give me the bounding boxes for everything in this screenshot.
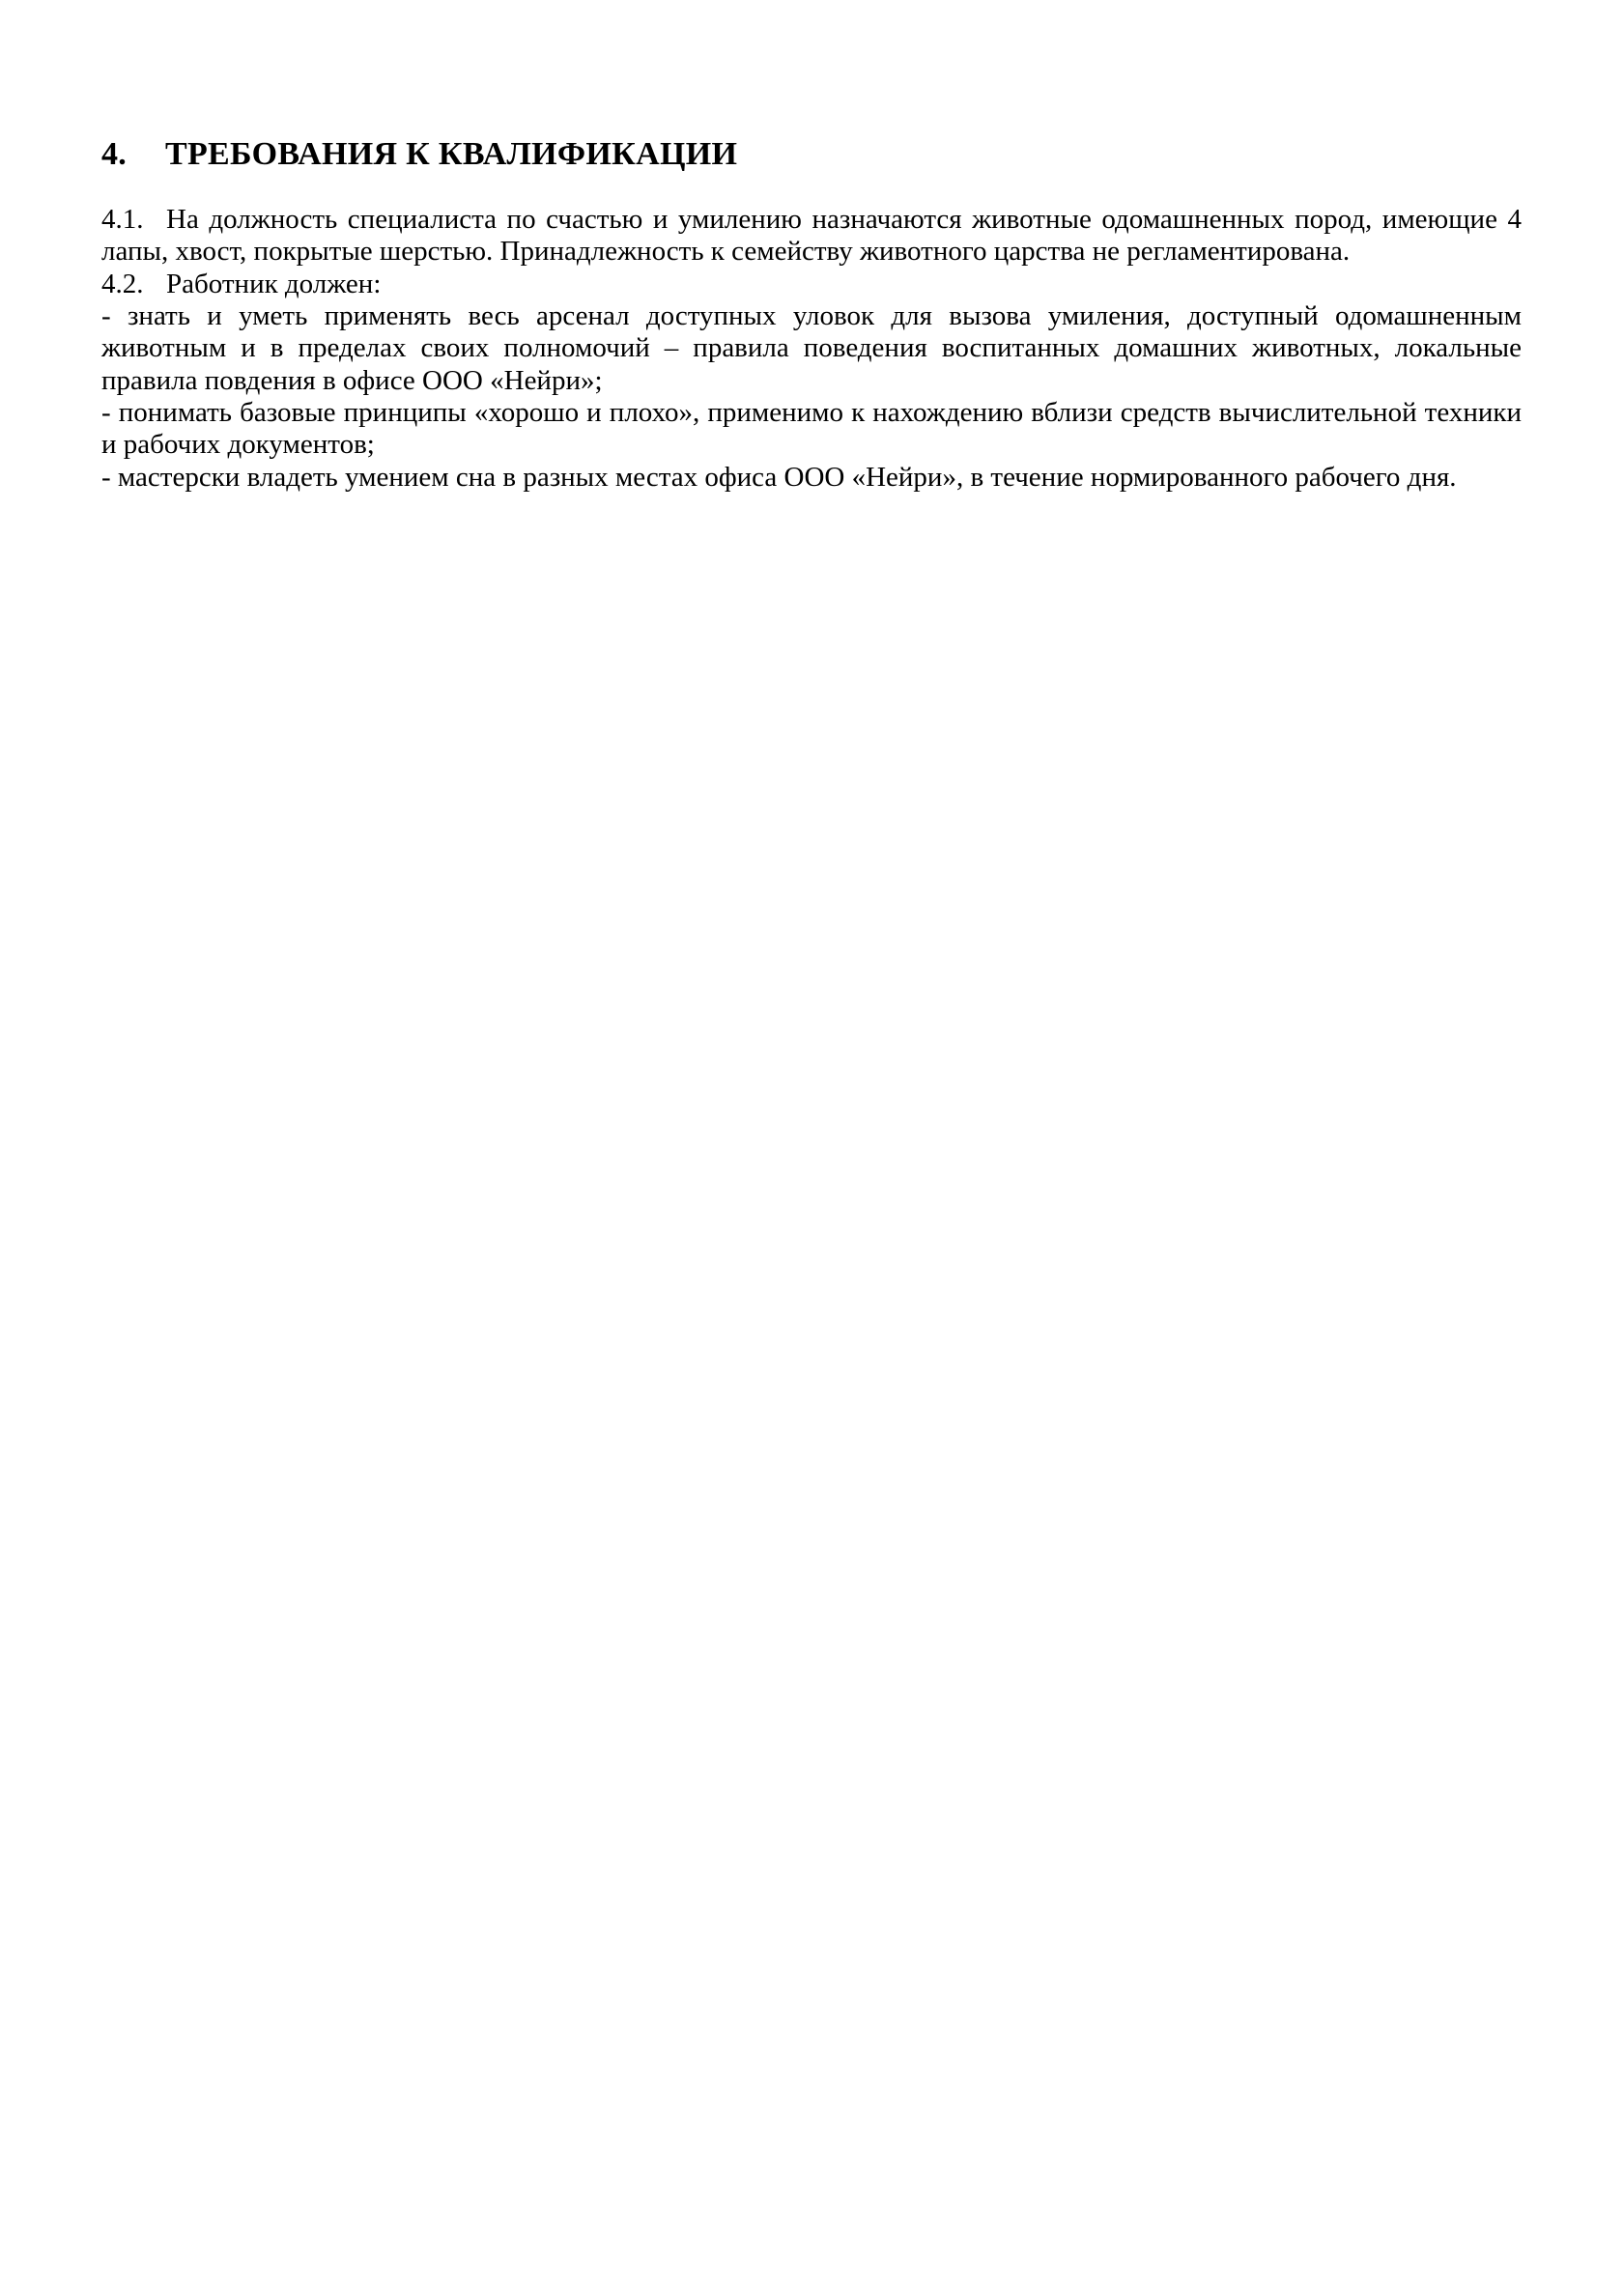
paragraph-text: - знать и уметь применять весь арсенал доступных уловок для вызова умиления, доступный одомашненным животным и в пределах своих полномочий – правила поведения воспитанных домашних животных, локальные правила повдения в офисе ООО «Нейри»; <box>101 300 1522 396</box>
list-item-understand <box>101 397 1522 462</box>
paragraph-text: Работник должен: <box>166 268 382 299</box>
paragraph-4-1 <box>101 204 1522 269</box>
section-number: 4. <box>101 136 128 172</box>
list-item-sleep <box>101 462 1522 494</box>
paragraph-text: - понимать базовые принципы «хорошо и плохо», применимо к нахождению вблизи средств вычислительной техники и рабочих документов; <box>101 397 1522 461</box>
document-body <box>101 204 1522 494</box>
list-item-know <box>101 300 1522 397</box>
paragraph-text: - мастерски владеть умением сна в разных местах офиса ООО «Нейри», в течение нормированного рабочего дня. <box>101 461 1457 493</box>
section-heading <box>101 136 1522 173</box>
paragraph-text: На должность специалиста по счастью и умилению назначаются животные одомашненных пород, имеющие 4 лапы, хвост, покрытые шерстью. Принадлежность к семейству животного царства не регламентирована. <box>101 204 1522 268</box>
paragraph-number: 4.2. <box>101 268 144 299</box>
section-title: ТРЕБОВАНИЯ К КВАЛИФИКАЦИИ <box>165 136 738 172</box>
paragraph-number: 4.1. <box>101 204 144 235</box>
paragraph-4-2 <box>101 269 1522 300</box>
